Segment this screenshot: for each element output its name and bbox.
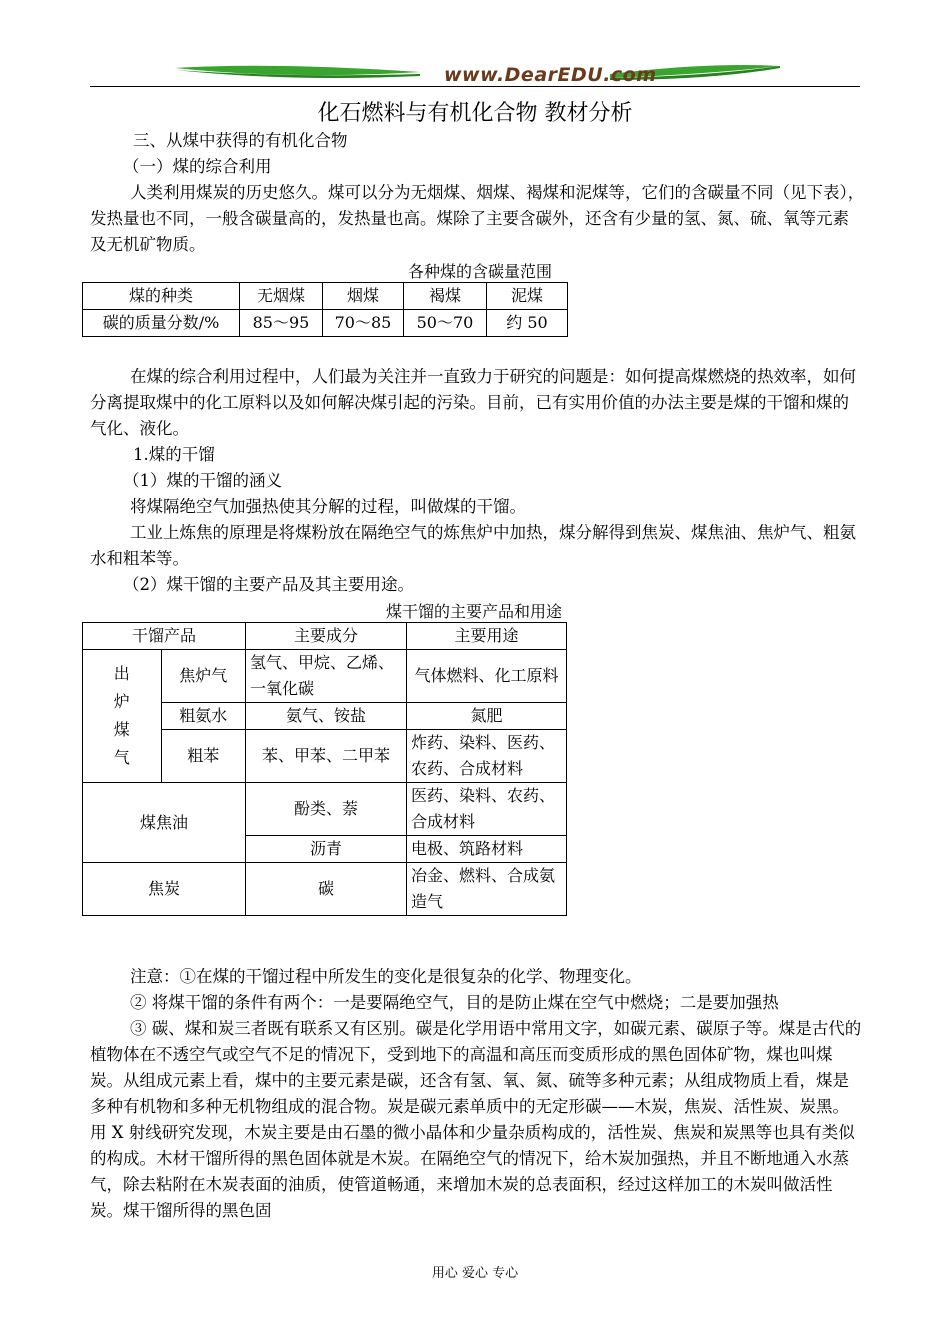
- page-title: 化石燃料与有机化合物 教材分析: [317, 101, 633, 126]
- heading-3: （2）煤干馏的主要产品及其主要用途。: [123, 575, 414, 594]
- table-cell: 主要用途: [406, 623, 566, 650]
- table-cell: 气体燃料、化工原料: [406, 650, 566, 703]
- table-cell: 炸药、染料、医药、农药、合成材料: [406, 730, 566, 783]
- table-cell: 粗氨水: [161, 703, 245, 730]
- table-cell: 氢气、甲烷、乙烯、一氧化碳: [246, 650, 407, 703]
- table-cell: 电极、筑路材料: [406, 836, 566, 863]
- table-cell: 85～95: [240, 310, 323, 337]
- table-cell: 泥煤: [487, 283, 568, 310]
- table-cell: 氮肥: [406, 703, 566, 730]
- table-cell: 氨气、铵盐: [246, 703, 407, 730]
- table-cell: [83, 650, 162, 783]
- table1-caption: 各种煤的含碳量范围: [408, 262, 553, 281]
- paragraph-1: 人类利用煤炭的历史悠久。煤可以分为无烟煤、烟煤、褐煤和泥煤等，它们的含碳量不同（见下表），发热量也不同，一般含碳量高的，发热量也高。煤除了主要含碳外，还含有少量的氢、氮、硫、氧等元素及无机矿物质。: [90, 183, 865, 254]
- note-1: 注意：①在煤的干馏过程中所发生的变化是很复杂的化学、物理变化。: [130, 967, 642, 986]
- table-cell: 50～70: [404, 310, 487, 337]
- table-row: [83, 863, 567, 916]
- table-row: [83, 623, 567, 650]
- table-cell: 酚类、萘: [246, 783, 407, 836]
- paragraph-4: 工业上炼焦的原理是将煤粉放在隔绝空气的炼焦炉中加热，煤分解得到焦炭、煤焦油、焦炉气、粗氨水和粗苯等。: [90, 523, 856, 568]
- table-row: [83, 783, 567, 836]
- table-cell: 医药、染料、农药、合成材料: [406, 783, 566, 836]
- table-cell: 冶金、燃料、合成氨造气: [406, 863, 566, 916]
- table-cell: 煤的种类: [83, 283, 240, 310]
- table-cell: 焦炉气: [161, 650, 245, 703]
- subsection-heading: （一）煤的综合利用: [123, 157, 272, 176]
- table-cell: 主要成分: [246, 623, 407, 650]
- paragraph-3: 将煤隔绝空气加强热使其分解的过程，叫做煤的干馏。: [130, 497, 526, 516]
- heading-2: （1）煤的干馏的涵义: [123, 471, 282, 490]
- group-label: 出炉煤气: [113, 664, 130, 767]
- table-row: [83, 310, 568, 337]
- page-footer: 用心 爱心 专心: [431, 1266, 519, 1281]
- table-cell: 70～85: [323, 310, 404, 337]
- table-cell: 煤焦油: [83, 783, 246, 863]
- table-cell: 粗苯: [161, 730, 245, 783]
- table-cell: 干馏产品: [83, 623, 246, 650]
- table-cell: 碳: [246, 863, 407, 916]
- table-cell: 沥青: [246, 836, 407, 863]
- table-row: [83, 283, 568, 310]
- site-logo: www.DearEDU.com: [444, 64, 657, 86]
- table-cell: 褐煤: [404, 283, 487, 310]
- table-cell: 碳的质量分数/%: [83, 310, 240, 337]
- table-row: [83, 650, 567, 703]
- table-cell: 焦炭: [83, 863, 246, 916]
- table-cell: 无烟煤: [240, 283, 323, 310]
- paragraph-2: 在煤的综合利用过程中，人们最为关注并一直致力于研究的问题是：如何提高煤燃烧的热效率，如何分离提取煤中的化工原料以及如何解决煤引起的污染。目前，已有实用价值的办法主要是煤的干馏和煤的气化、液化。: [90, 367, 856, 438]
- note-2: ② 将煤干馏的条件有两个：一是要隔绝空气，目的是防止煤在空气中燃烧；二是要加强热: [130, 993, 779, 1012]
- section-heading: 三、从煤中获得的有机化合物: [133, 131, 348, 150]
- table-cell: 烟煤: [323, 283, 404, 310]
- note-3: ③ 碳、煤和炭三者既有联系又有区别。碳是化学用语中常用文字，如碳元素、碳原子等。煤是古代的植物体在不透空气或空气不足的情况下，受到地下的高温和高压而变质形成的黑色固体矿物，煤也叫煤炭。从组成元素上看，煤中的主要元素是碳，还含有氢、氧、氮、硫等多种元素；从组成物质上看，煤是多种有机物和多种无机物组成的混合物。炭是碳元素单质中的无定形碳——木炭，焦炭、活性炭、炭黑。用 X 射线研究发现，木炭主要是由石墨的微小晶体和少量杂质构成的，活性炭、焦炭和炭黑等也具有类似的构成。木材干馏所得的黑色固体就是木炭。在隔绝空气的情况下，给木炭加强热，并且不断地通入水蒸气，除去粘附在木炭表面的油质，使管道畅通，来增加木炭的总表面积，经过这样加工的木炭叫做活性炭。煤干馏所得的黑色固: [90, 1019, 862, 1220]
- heading-1: 1.煤的干馏: [133, 445, 215, 464]
- header-divider: [90, 86, 860, 87]
- table2-caption: 煤干馏的主要产品和用途: [386, 602, 563, 621]
- carbon-content-table: [82, 282, 568, 337]
- coal-products-table: [82, 622, 567, 916]
- page-header: [90, 60, 860, 92]
- table-cell: 苯、甲苯、二甲苯: [246, 730, 407, 783]
- table-cell: 约 50: [487, 310, 568, 337]
